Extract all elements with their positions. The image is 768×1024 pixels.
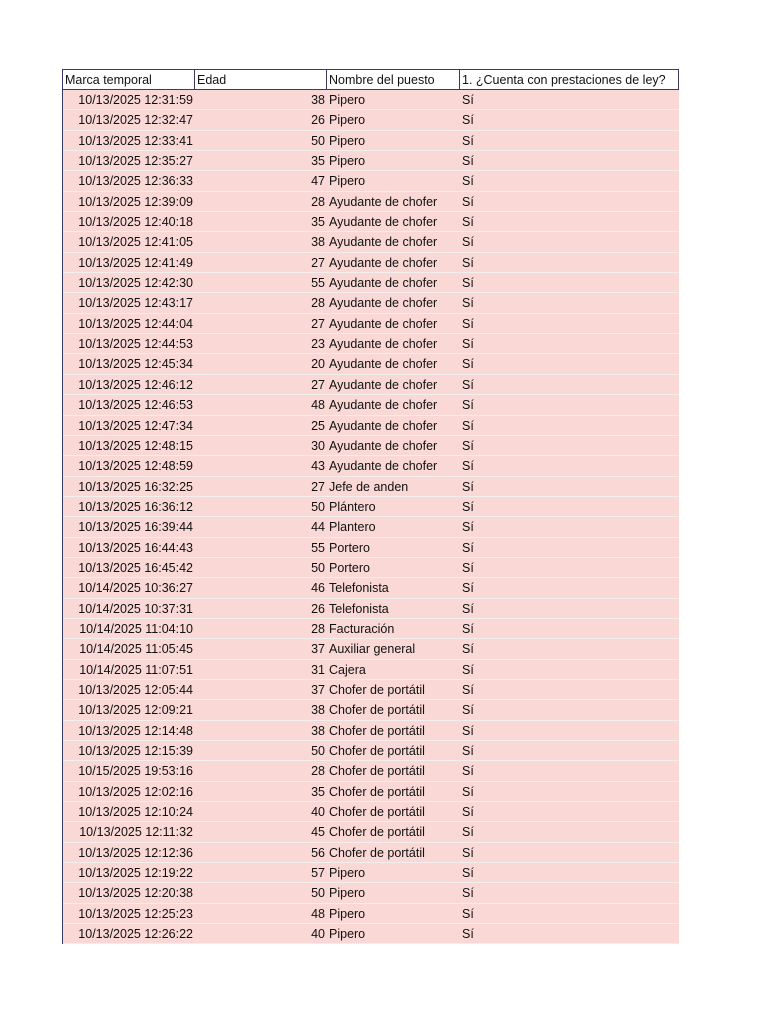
cell-job[interactable]: Ayudante de chofer (329, 215, 438, 230)
table-row (63, 741, 679, 761)
cell-age[interactable]: 35 (311, 215, 325, 230)
cell-timestamp[interactable]: 10/13/2025 12:31:59 (78, 93, 193, 107)
cell-question-1[interactable]: Sí (462, 886, 474, 901)
cell-job[interactable]: Telefonista (329, 601, 389, 616)
cell-timestamp[interactable]: 10/15/2025 19:53:16 (78, 764, 193, 779)
cell-question-1[interactable]: Sí (462, 316, 474, 331)
cell-age[interactable]: 37 (311, 642, 325, 657)
cell-question-1[interactable]: Sí (462, 174, 474, 189)
cell-age[interactable]: 35 (311, 154, 325, 169)
table-row (63, 619, 679, 639)
header-timestamp[interactable]: Marca temporal (63, 70, 195, 89)
cell-job[interactable]: Chofer de portátil (329, 703, 425, 718)
table-row (63, 212, 679, 232)
cell-question-1[interactable]: Sí (462, 723, 474, 738)
cell-timestamp[interactable]: 10/13/2025 12:40:18 (78, 215, 193, 230)
cell-timestamp[interactable]: 10/14/2025 10:36:27 (78, 581, 193, 596)
table-row (63, 680, 679, 700)
cell-job[interactable]: Ayudante de chofer (329, 316, 438, 331)
cell-job[interactable]: Jefe de anden (329, 479, 409, 494)
cell-question-1[interactable]: Sí (462, 642, 474, 657)
cell-job[interactable]: Chofer de portátil (329, 764, 425, 779)
cell-job[interactable]: Pipero (329, 174, 366, 189)
spreadsheet-table (62, 69, 679, 944)
cell-age[interactable]: 55 (311, 276, 325, 291)
cell-timestamp[interactable]: 10/13/2025 16:44:43 (78, 540, 193, 555)
cell-job[interactable]: Pipero (329, 906, 366, 921)
cell-question-1[interactable]: Sí (462, 540, 474, 555)
cell-age[interactable]: 48 (311, 398, 325, 413)
cell-age[interactable]: 43 (311, 459, 325, 474)
cell-job[interactable]: Ayudante de chofer (329, 459, 438, 474)
cell-age[interactable]: 23 (311, 337, 325, 352)
cell-timestamp[interactable]: 10/13/2025 12:36:33 (78, 174, 193, 189)
table-row (63, 354, 679, 374)
table-row (63, 517, 679, 537)
table-row (63, 863, 679, 883)
cell-question-1[interactable]: Sí (462, 337, 474, 352)
cell-timestamp[interactable]: 10/13/2025 12:25:23 (78, 906, 193, 921)
cell-job[interactable]: Cajera (329, 662, 366, 677)
cell-question-1[interactable]: Sí (462, 438, 474, 453)
cell-job[interactable]: Pipero (329, 113, 366, 128)
cell-job[interactable]: Ayudante de chofer (329, 377, 438, 392)
cell-timestamp[interactable]: 10/13/2025 12:20:38 (78, 886, 193, 901)
cell-timestamp[interactable]: 10/13/2025 12:39:09 (78, 194, 193, 209)
cell-age[interactable]: 47 (311, 174, 325, 189)
cell-age[interactable]: 27 (311, 316, 325, 331)
cell-question-1[interactable]: Sí (462, 744, 474, 758)
cell-age[interactable]: 28 (311, 764, 325, 779)
cell-question-1[interactable]: Sí (462, 906, 474, 921)
cell-timestamp[interactable]: 10/13/2025 12:43:17 (78, 296, 193, 311)
cell-timestamp[interactable]: 10/13/2025 12:12:36 (78, 845, 193, 860)
cell-job[interactable]: Ayudante de chofer (329, 418, 438, 433)
cell-age[interactable]: 50 (311, 560, 325, 575)
table-row (63, 192, 679, 212)
table-row (63, 416, 679, 436)
cell-timestamp[interactable]: 10/13/2025 12:32:47 (78, 113, 193, 128)
cell-question-1[interactable]: Sí (462, 215, 474, 230)
cell-timestamp[interactable]: 10/13/2025 12:47:34 (78, 418, 193, 433)
cell-question-1[interactable]: Sí (462, 479, 474, 494)
cell-timestamp[interactable]: 10/14/2025 11:05:45 (79, 642, 193, 657)
cell-timestamp[interactable]: 10/13/2025 16:36:12 (78, 499, 193, 514)
table-row (63, 131, 679, 151)
cell-question-1[interactable]: Sí (462, 581, 474, 596)
cell-timestamp[interactable]: 10/13/2025 12:26:22 (78, 927, 193, 942)
cell-question-1[interactable]: Sí (462, 805, 474, 820)
cell-question-1[interactable]: Sí (462, 357, 474, 372)
table-row (63, 578, 679, 598)
cell-timestamp[interactable]: 10/13/2025 12:48:59 (78, 459, 193, 474)
cell-age[interactable]: 45 (311, 825, 325, 840)
table-row (63, 477, 679, 497)
header-question-1[interactable]: 1. ¿Cuenta con prestaciones de ley? (460, 70, 679, 89)
cell-timestamp[interactable]: 10/13/2025 12:15:39 (78, 744, 193, 758)
cell-job[interactable]: Chofer de portátil (329, 784, 425, 799)
cell-timestamp[interactable]: 10/13/2025 12:10:24 (78, 805, 193, 820)
cell-question-1[interactable]: Sí (462, 703, 474, 718)
cell-age[interactable]: 38 (311, 235, 325, 250)
cell-job[interactable]: Facturación (329, 621, 395, 636)
table-row (63, 802, 679, 822)
cell-job[interactable]: Chofer de portátil (329, 744, 425, 758)
cell-age[interactable]: 57 (311, 866, 325, 881)
cell-age[interactable]: 56 (311, 845, 325, 860)
cell-question-1[interactable]: Sí (462, 560, 474, 575)
table-row (63, 90, 679, 110)
cell-timestamp[interactable]: 10/13/2025 12:11:32 (79, 825, 193, 840)
cell-age[interactable]: 50 (311, 886, 325, 901)
cell-job[interactable]: Ayudante de chofer (329, 235, 438, 250)
cell-question-1[interactable]: Sí (462, 398, 474, 413)
cell-job[interactable]: Ayudante de chofer (329, 398, 438, 413)
cell-timestamp[interactable]: 10/13/2025 12:14:48 (78, 723, 193, 738)
cell-timestamp[interactable]: 10/13/2025 16:45:42 (78, 560, 193, 575)
cell-job[interactable]: Chofer de portátil (329, 805, 425, 820)
cell-job[interactable]: Pipero (329, 927, 366, 942)
cell-question-1[interactable]: Sí (462, 113, 474, 128)
table-row (63, 293, 679, 313)
header-age[interactable]: Edad (195, 70, 327, 89)
cell-age[interactable]: 37 (311, 682, 325, 697)
cell-job[interactable]: Ayudante de chofer (329, 337, 438, 352)
cell-timestamp[interactable]: 10/13/2025 12:35:27 (78, 154, 193, 169)
cell-job[interactable]: Ayudante de chofer (329, 255, 438, 270)
cell-question-1[interactable]: Sí (462, 93, 474, 107)
cell-timestamp[interactable]: 10/14/2025 11:04:10 (79, 621, 193, 636)
cell-age[interactable]: 20 (311, 357, 325, 372)
cell-age[interactable]: 46 (311, 581, 325, 596)
cell-question-1[interactable]: Sí (462, 520, 474, 535)
cell-job[interactable]: Ayudante de chofer (329, 194, 438, 209)
table-row (63, 171, 679, 191)
cell-question-1[interactable]: Sí (462, 621, 474, 636)
cell-question-1[interactable]: Sí (462, 866, 474, 881)
cell-age[interactable]: 40 (311, 805, 325, 820)
cell-age[interactable]: 55 (311, 540, 325, 555)
cell-question-1[interactable]: Sí (462, 255, 474, 270)
cell-age[interactable]: 27 (311, 479, 325, 494)
table-row (63, 700, 679, 720)
cell-age[interactable]: 28 (311, 621, 325, 636)
cell-timestamp[interactable]: 10/13/2025 12:45:34 (78, 357, 193, 372)
cell-question-1[interactable]: Sí (462, 459, 474, 474)
cell-question-1[interactable]: Sí (462, 377, 474, 392)
table-row (63, 456, 679, 476)
cell-job[interactable]: Pipero (329, 886, 366, 901)
table-row (63, 660, 679, 680)
cell-age[interactable]: 28 (311, 194, 325, 209)
cell-age[interactable]: 30 (311, 438, 325, 453)
cell-question-1[interactable]: Sí (462, 499, 474, 514)
cell-age[interactable]: 44 (311, 520, 325, 535)
cell-question-1[interactable]: Sí (462, 601, 474, 616)
cell-age[interactable]: 38 (311, 723, 325, 738)
cell-question-1[interactable]: Sí (462, 194, 474, 209)
table-row (63, 761, 679, 781)
cell-timestamp[interactable]: 10/13/2025 12:44:53 (78, 337, 193, 352)
cell-age[interactable]: 26 (311, 601, 325, 616)
table-row (63, 822, 679, 842)
cell-question-1[interactable]: Sí (462, 927, 474, 942)
table-row (63, 395, 679, 415)
cell-job[interactable]: Chofer de portátil (329, 682, 425, 697)
table-row (63, 782, 679, 802)
table-row (63, 843, 679, 863)
cell-job[interactable]: Ayudante de chofer (329, 357, 438, 372)
table-row (63, 273, 679, 293)
cell-age[interactable]: 50 (311, 744, 325, 758)
cell-timestamp[interactable]: 10/14/2025 10:37:31 (78, 601, 193, 616)
cell-job[interactable]: Plantero (329, 520, 376, 535)
cell-question-1[interactable]: Sí (462, 154, 474, 169)
cell-job[interactable]: Pipero (329, 93, 366, 107)
table-row (63, 436, 679, 456)
cell-question-1[interactable]: Sí (462, 845, 474, 860)
cell-job[interactable]: Telefonista (329, 581, 389, 596)
cell-question-1[interactable]: Sí (462, 296, 474, 311)
table-body (63, 90, 679, 944)
table-row (63, 253, 679, 273)
cell-timestamp[interactable]: 10/13/2025 12:19:22 (78, 866, 193, 881)
cell-question-1[interactable]: Sí (462, 682, 474, 697)
table-row (63, 904, 679, 924)
cell-timestamp[interactable]: 10/13/2025 12:46:12 (78, 377, 193, 392)
cell-question-1[interactable]: Sí (462, 764, 474, 779)
cell-job[interactable]: Pipero (329, 133, 366, 148)
cell-timestamp[interactable]: 10/13/2025 12:44:04 (78, 316, 193, 331)
cell-job[interactable]: Pipero (329, 154, 366, 169)
cell-question-1[interactable]: Sí (462, 662, 474, 677)
cell-timestamp[interactable]: 10/13/2025 12:09:21 (78, 703, 193, 718)
cell-timestamp[interactable]: 10/13/2025 12:41:49 (78, 255, 193, 270)
cell-age[interactable]: 35 (311, 784, 325, 799)
cell-age[interactable]: 27 (311, 377, 325, 392)
cell-job[interactable]: Ayudante de chofer (329, 438, 438, 453)
cell-timestamp[interactable]: 10/13/2025 12:02:16 (78, 784, 193, 799)
table-row (63, 883, 679, 903)
cell-age[interactable]: 50 (311, 133, 325, 148)
table-row (63, 110, 679, 130)
cell-job[interactable]: Plántero (329, 499, 376, 514)
cell-timestamp[interactable]: 10/13/2025 16:39:44 (78, 520, 193, 535)
cell-question-1[interactable]: Sí (462, 133, 474, 148)
table-row (63, 538, 679, 558)
cell-age[interactable]: 48 (311, 906, 325, 921)
cell-age[interactable]: 50 (311, 499, 325, 514)
cell-age[interactable]: 40 (311, 927, 325, 942)
table-row (63, 497, 679, 517)
cell-timestamp[interactable]: 10/13/2025 12:41:05 (78, 235, 193, 250)
table-row (63, 558, 679, 578)
cell-question-1[interactable]: Sí (462, 418, 474, 433)
cell-job[interactable]: Ayudante de chofer (329, 296, 438, 311)
header-job[interactable]: Nombre del puesto (327, 70, 460, 89)
table-row (63, 721, 679, 741)
cell-age[interactable]: 38 (311, 93, 325, 107)
cell-job[interactable]: Ayudante de chofer (329, 276, 438, 291)
cell-timestamp[interactable]: 10/13/2025 12:46:53 (78, 398, 193, 413)
cell-age[interactable]: 26 (311, 113, 325, 128)
cell-job[interactable]: Chofer de portátil (329, 825, 425, 840)
cell-job[interactable]: Chofer de portátil (329, 845, 425, 860)
cell-question-1[interactable]: Sí (462, 784, 474, 799)
cell-job[interactable]: Portero (329, 540, 370, 555)
cell-timestamp[interactable]: 10/13/2025 12:05:44 (78, 682, 193, 697)
cell-age[interactable]: 38 (311, 703, 325, 718)
cell-age[interactable]: 25 (311, 418, 325, 433)
cell-age[interactable]: 27 (311, 255, 325, 270)
cell-job[interactable]: Portero (329, 560, 370, 575)
table-row (63, 375, 679, 395)
cell-timestamp[interactable]: 10/14/2025 11:07:51 (79, 662, 193, 677)
cell-job[interactable]: Pipero (329, 866, 366, 881)
cell-timestamp[interactable]: 10/13/2025 12:42:30 (78, 276, 193, 291)
table-row (63, 232, 679, 252)
table-row (63, 639, 679, 659)
cell-age[interactable]: 31 (311, 662, 325, 677)
cell-timestamp[interactable]: 10/13/2025 12:33:41 (78, 133, 193, 148)
cell-question-1[interactable]: Sí (462, 235, 474, 250)
cell-timestamp[interactable]: 10/13/2025 16:32:25 (78, 479, 193, 494)
table-row (63, 151, 679, 171)
cell-question-1[interactable]: Sí (462, 276, 474, 291)
cell-age[interactable]: 28 (311, 296, 325, 311)
cell-question-1[interactable]: Sí (462, 825, 474, 840)
table-row (63, 314, 679, 334)
table-row (63, 924, 679, 944)
table-row (63, 599, 679, 619)
cell-job[interactable]: Auxiliar general (329, 642, 416, 657)
table-row (63, 334, 679, 354)
cell-timestamp[interactable]: 10/13/2025 12:48:15 (78, 438, 193, 453)
header-row (63, 69, 679, 90)
cell-job[interactable]: Chofer de portátil (329, 723, 425, 738)
